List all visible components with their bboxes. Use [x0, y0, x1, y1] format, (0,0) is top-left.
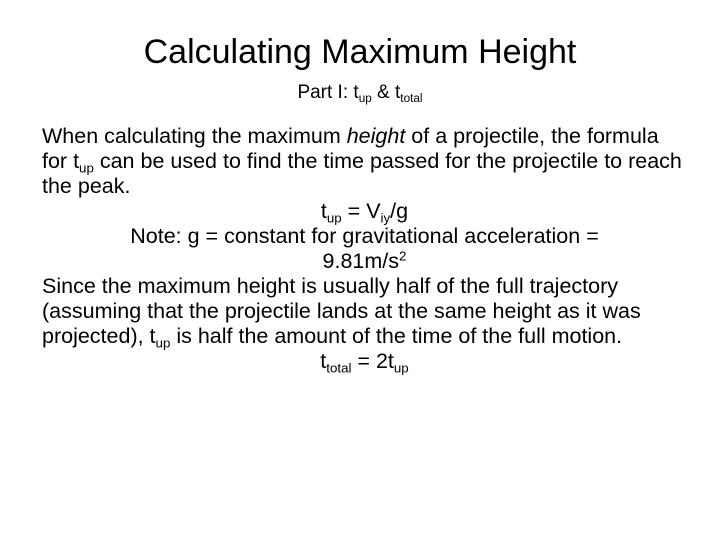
- f1-t: t: [320, 199, 327, 223]
- subtitle-prefix: Part I: t: [297, 82, 359, 103]
- p2-text-b: is half the amount of the time of the full motion.: [170, 324, 623, 348]
- p1-text-a: When calculating the maximum: [42, 124, 347, 148]
- p1-sub: up: [79, 160, 94, 176]
- subtitle-middle: & t: [371, 82, 401, 103]
- f2-t: t: [320, 349, 327, 373]
- slide-subtitle: [0, 80, 720, 106]
- f1-eq: = V: [341, 199, 381, 223]
- f2-eq: = 2t: [351, 349, 394, 373]
- f1-v-sub: iy: [380, 210, 391, 226]
- subtitle-sub-total: total: [400, 92, 423, 106]
- note-sup: 2: [399, 248, 407, 264]
- p1-emphasis: height: [346, 124, 406, 148]
- p1-text-c: can be used to find the time passed for the projectile to reach the peak.: [42, 149, 682, 198]
- f2-t-sub: total: [326, 360, 352, 376]
- f1-rest: /g: [390, 199, 409, 223]
- note-text: Note: g = constant for gravitational acceleration =: [130, 224, 599, 248]
- slide-body: [42, 124, 687, 374]
- p1-text-b: of a projectile, the formula for t: [42, 124, 659, 173]
- p2-sub: up: [155, 335, 171, 351]
- note-value: 9.81m/s: [322, 249, 400, 273]
- formula-t-up: [42, 199, 687, 224]
- f2-rhs-sub: up: [393, 360, 409, 376]
- f1-t-sub: up: [326, 210, 342, 226]
- subtitle-sub-up: up: [358, 92, 372, 106]
- paragraph-2: [42, 274, 687, 349]
- paragraph-1: [42, 124, 687, 199]
- note-gravity: [42, 224, 687, 274]
- formula-t-total: [42, 349, 687, 374]
- p2-text-a: Since the maximum height is usually half of the full trajectory (assuming that the projectile lands at the same height as it was projected), t: [42, 274, 641, 348]
- slide-title: Calculating Maximum Height: [143, 33, 577, 71]
